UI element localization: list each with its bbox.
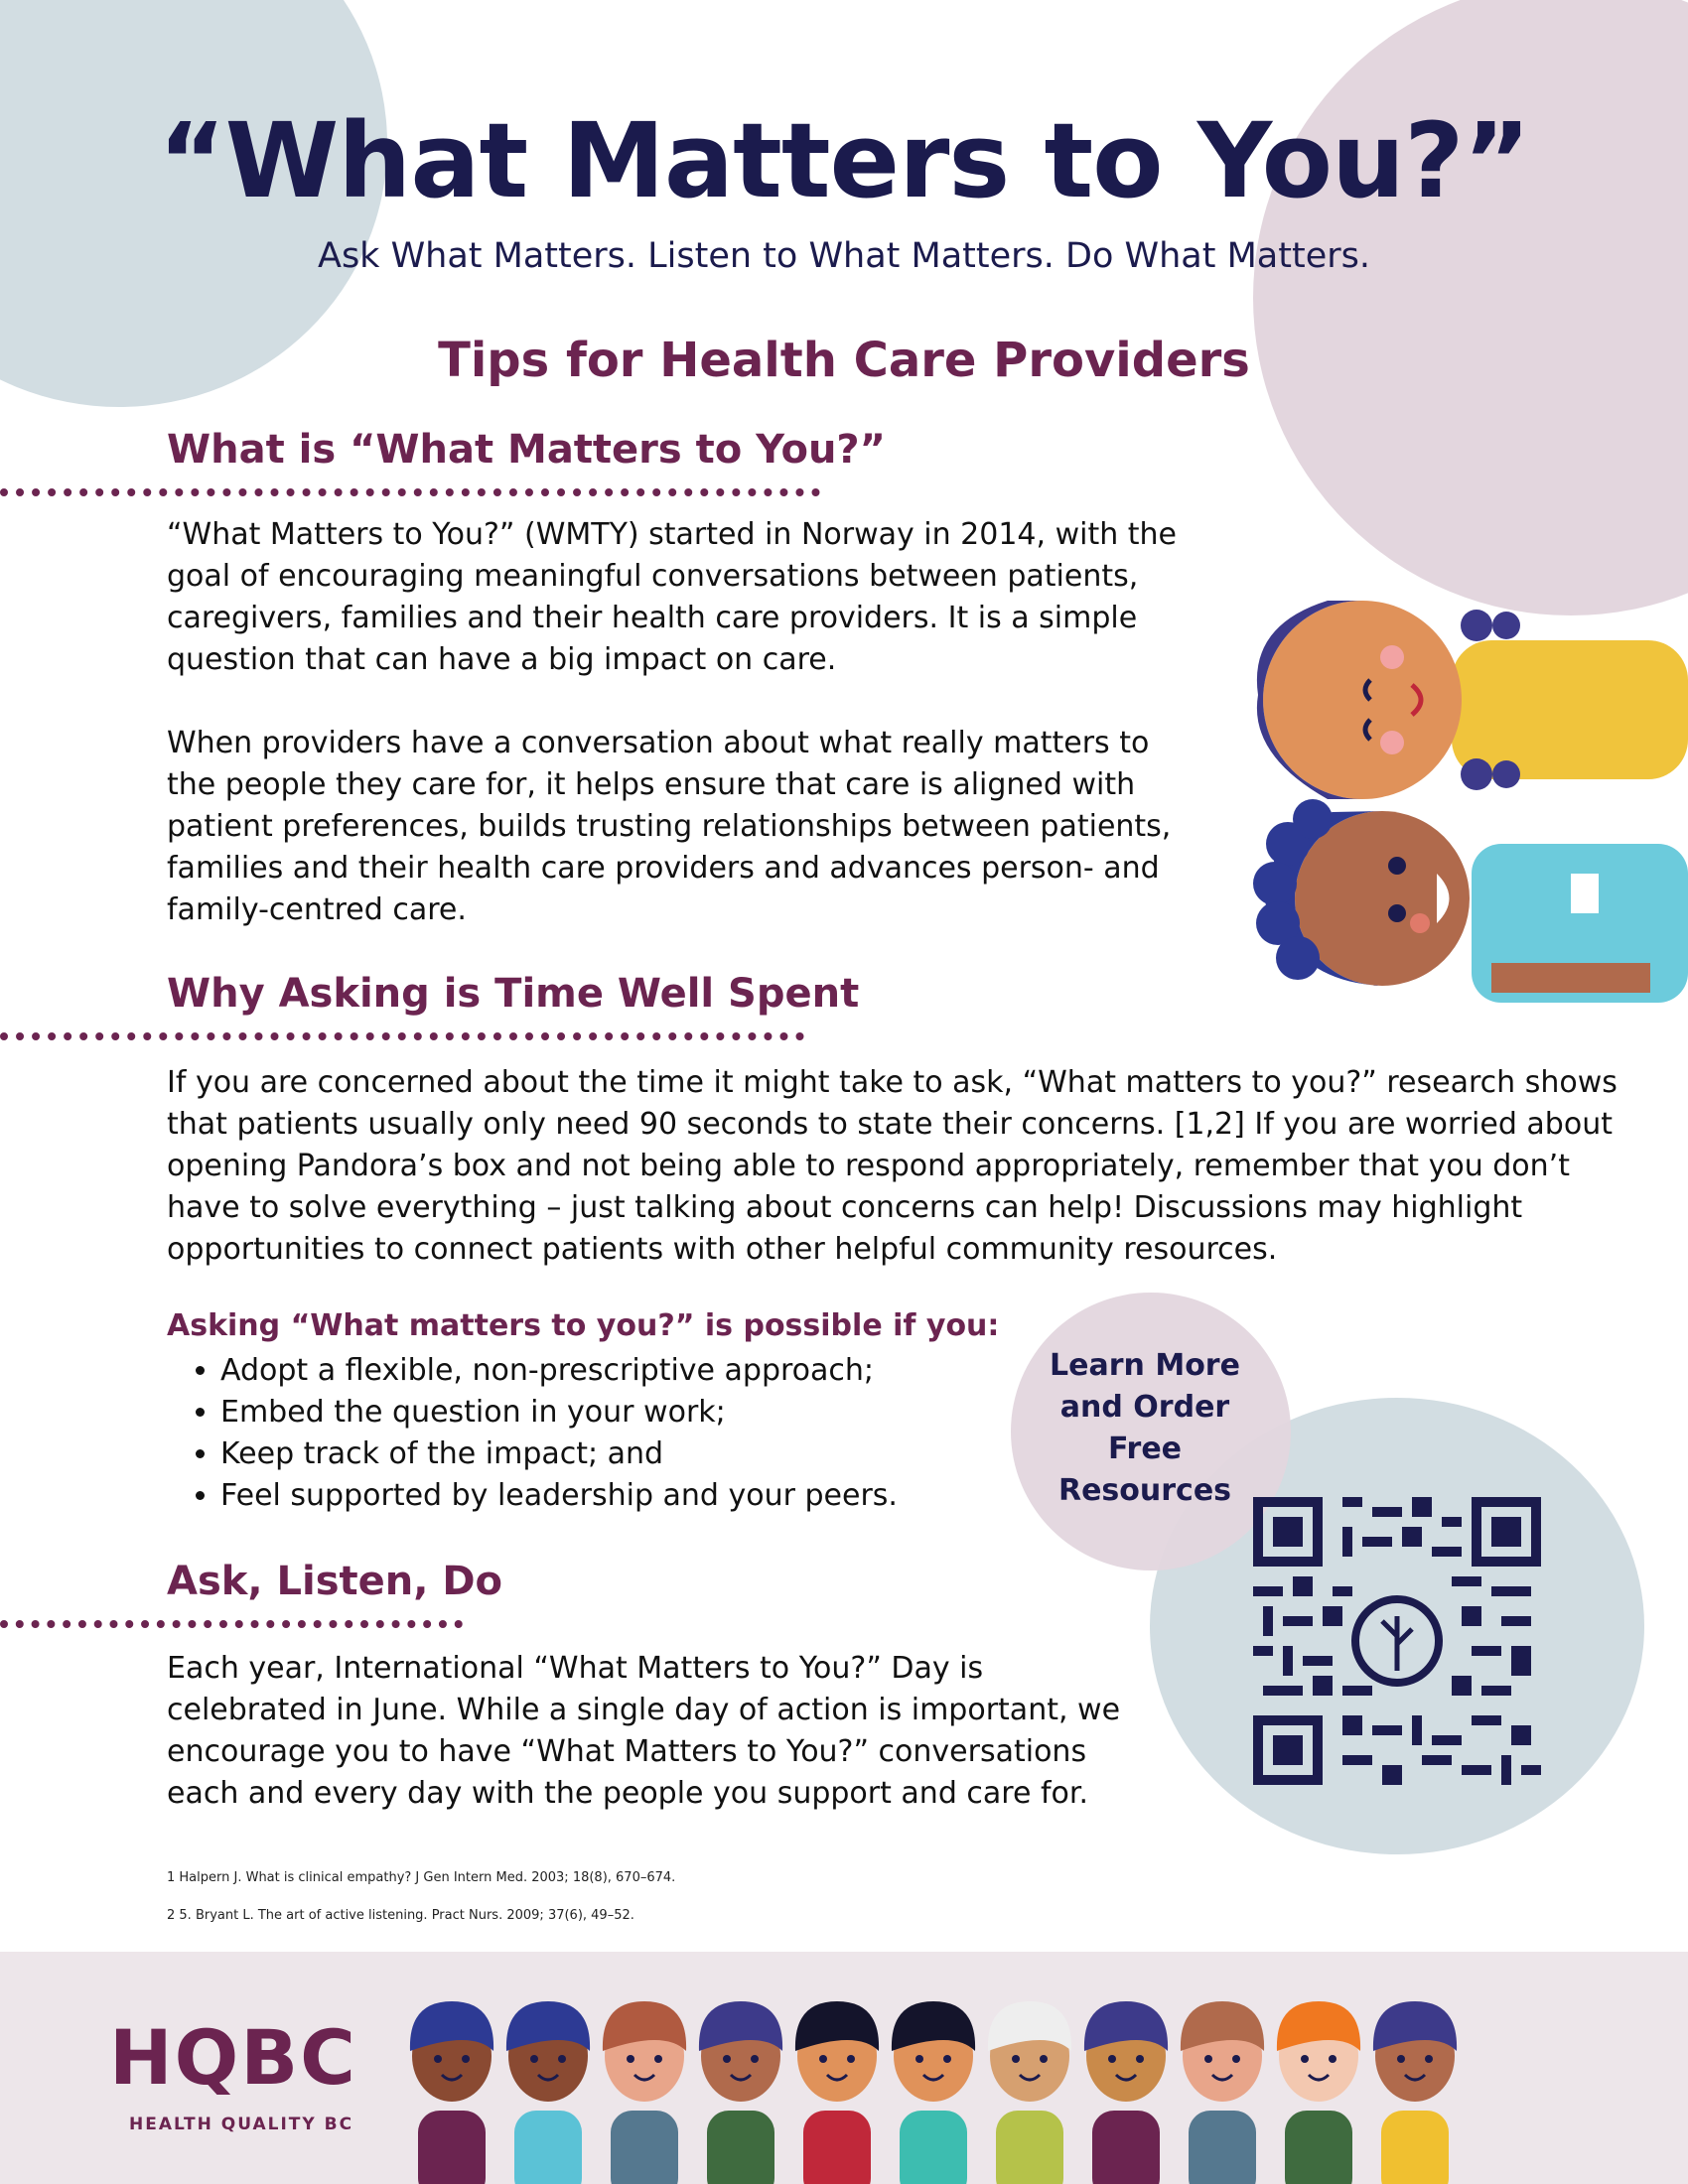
possible-if-list [169,1350,1035,1517]
section-divider [0,1032,804,1040]
page-title: “What Matters to You?” [158,100,1530,221]
person-figure [603,2001,686,2184]
faces-illustration [1253,586,1688,1023]
why-asking-paragraph: If you are concerned about the time it might take to ask, “What matters to you?” research shows that patients usually only need 90 seconds to state their concerns. [1,2] If you are worried about opening Pandora’s box and not being able to respond appropriately, remember that you don’t have to solve everything – just talking about concerns can help! Discussions may highlight opportunities to connect patients with other helpful community resources. [167,1065,1618,1267]
section-heading-why-asking: Why Asking is Time Well Spent [167,971,860,1017]
qr-code-icon[interactable] [1253,1497,1541,1785]
person-figure [410,2001,493,2184]
cta-line: Free [1107,1432,1183,1466]
person-figure [1084,2001,1168,2184]
subtitle: Tips for Health Care Providers [438,333,1250,388]
section-heading-ask-listen-do: Ask, Listen, Do [167,1559,503,1604]
person-figure [1181,2001,1264,2184]
decor-circle-topright [1253,0,1688,615]
person-figure [1373,2001,1457,2184]
hqbc-logo: HQBC [109,2013,357,2102]
list-item: • Keep track of the impact; and [220,1433,1035,1475]
person-figure [988,2001,1071,2184]
person-figure [892,2001,975,2184]
reference-2: 2 5. Bryant L. The art of active listening. Pract Nurs. 2009; 37(6), 49–52. [167,1908,634,1923]
list-item: • Feel supported by leadership and your peers. [220,1475,1035,1517]
reference-1: 1 Halpern J. What is clinical empathy? J Gen Intern Med. 2003; 18(8), 670–674. [167,1870,676,1885]
cta-line: Learn More [1050,1348,1240,1383]
logo-subtitle: HEALTH QUALITY BC [129,2115,354,2134]
person-figure [795,2001,879,2184]
tagline: Ask What Matters. Listen to What Matters. Do What Matters. [318,236,1370,276]
possible-if-heading: Asking “What matters to you?” is possible if you: [167,1308,1000,1343]
list-item: • Embed the question in your work; [220,1392,1035,1433]
section-divider [0,1620,463,1628]
cta-line: and Order [1059,1390,1230,1425]
section-heading-what-is: What is “What Matters to You?” [167,427,886,473]
what-is-paragraph-2: When providers have a conversation about what really matters to the people they care for, it helps ensure that care is aligned with patient preferences, builds trusting relationships between patients, families and their health care providers and advances person- and family-centred care. [167,726,1172,927]
person-figure [1277,2001,1360,2184]
list-item: • Adopt a flexible, non-prescriptive approach; [220,1350,1035,1392]
section-divider [0,488,820,496]
ask-listen-do-paragraph: Each year, International “What Matters to You?” Day is celebrated in June. While a single day of action is important, we encourage you to have “What Matters to You?” conversations each and every day with the people you support and care for. [167,1651,1121,1811]
what-is-paragraph-1: “What Matters to You?” (WMTY) started in Norway in 2014, with the goal of encouraging meaningful conversations between patients, caregivers, families and their health care providers. It is a simple question that can have a big impact on care. [167,517,1178,677]
person-figure [506,2001,590,2184]
person-figure [699,2001,782,2184]
learn-more-text[interactable] [1011,1345,1279,1512]
cta-line: Resources [1057,1473,1232,1508]
